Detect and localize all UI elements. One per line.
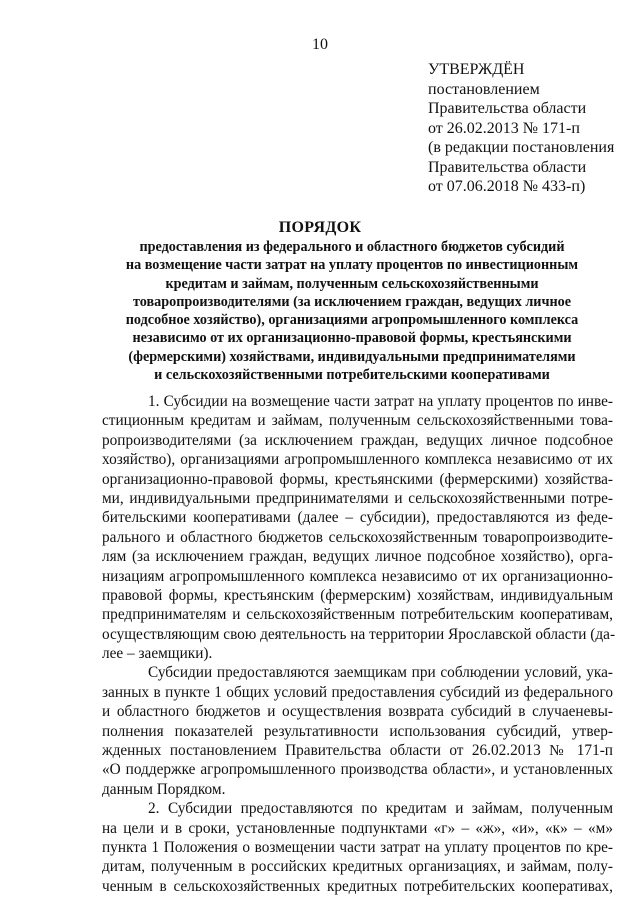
paragraph-1-line: бительскими кооперативами (далее – субсидии), предоставляются из феде- xyxy=(102,509,613,527)
paragraph-1-line: ми, индивидуальными предпринимателями и сельскохозяйственными потре- xyxy=(102,489,613,507)
paragraph-1-line: организационно-правовой формы, крестьянскими (фермерскими) хозяйства- xyxy=(102,470,613,488)
paragraph-2-line: Субсидии предоставляются заемщикам при соблюдении условий, ука- xyxy=(148,664,613,682)
paragraph-2-line: данным Порядком. xyxy=(102,780,226,798)
paragraph-2-line: жденных постановлением Правительства области от 26.02.2013 № 171-п xyxy=(102,742,613,760)
approval-line: постановлением xyxy=(428,80,540,98)
subtitle-line: кредитам и займам, полученным сельскохозяйственными xyxy=(165,275,539,292)
paragraph-1-line: предпринимателям и сельскохозяйственным потребительским кооперативам, xyxy=(102,606,613,624)
subtitle-line: товаропроизводителями (за исключением граждан, ведущих личное xyxy=(132,293,572,310)
approval-line: Правительства области xyxy=(428,100,587,117)
paragraph-1-line: правовой формы, крестьянским (фермерским) хозяйствам, индивидуальным xyxy=(102,586,613,604)
subtitle-line: на возмещение части затрат на уплату процентов по инвестиционным xyxy=(125,257,579,274)
paragraph-3-line: ченным в сельскохозяйственных кредитных потребительских кооперативах, xyxy=(102,877,613,895)
approval-stamp xyxy=(428,60,628,197)
paragraph-3-line: на цели и в сроки, установленные подпунктами «г» – «ж», «и», «к» – «м» xyxy=(102,819,613,837)
subtitle-line: (фермерскими) хозяйствами, индивидуальными предпринимателями xyxy=(128,348,576,365)
paragraph-3-line: 2. Субсидии предоставляются по кредитам и займам, полученным xyxy=(148,800,613,818)
subtitle-line: предоставления из федерального и областного бюджетов субсидий xyxy=(139,239,565,255)
paragraph-1-line: лее – заемщики). xyxy=(102,645,213,663)
paragraph-1-line: 1. Субсидии на возмещение части затрат на уплату процентов по инве- xyxy=(148,393,613,410)
paragraph-1-line: низациям агропромышленного комплекса независимо от их организационно- xyxy=(102,567,613,585)
approval-line: Правительства области xyxy=(428,158,587,176)
paragraph-3-line: дитам, полученным в российских кредитных организациях, и займам, полу- xyxy=(102,858,613,876)
paragraph-1-line: хозяйство), организациями агропромышленного комплекса независимо от их xyxy=(102,451,613,469)
paragraph-2-line: полнения показателей результативности использования субсидий, утвер- xyxy=(102,722,613,740)
subtitle-line: и сельскохозяйственными потребительскими кооперативами xyxy=(154,367,550,384)
approval-line: от 07.06.2018 № 433-п) xyxy=(428,178,586,195)
paragraph-1-line: рального и областного бюджетов сельскохозяйственным товаропроизводите- xyxy=(102,528,613,546)
approval-line: (в редакции постановления xyxy=(428,139,615,156)
approval-line: от 26.02.2013 № 171-п xyxy=(428,119,580,137)
paragraph-3-line: пункта 1 Положения о возмещении части затрат на уплату процентов по кре- xyxy=(102,838,613,856)
paragraph-2-line: занных в пункте 1 общих условий предоставления субсидий из федерального xyxy=(102,683,613,701)
paragraph-1-line: лям (за исключением граждан, ведущих личное подсобное хозяйство), орга- xyxy=(102,548,613,566)
paragraph-1-line: осуществляющим свою деятельность на территории Ярославской области (да- xyxy=(102,625,616,643)
paragraph-1-line: стиционным кредитам и займам, полученным сельскохозяйственными това- xyxy=(102,412,613,430)
paragraph-2-line: «О поддержке агропромышленного производства области», и установленных xyxy=(102,761,613,779)
paragraph-1-line: ропроизводителями (за исключением граждан, ведущих личное подсобное xyxy=(102,431,613,449)
subtitle-line: независимо от их организационно-правовой формы, крестьянскими xyxy=(132,330,572,347)
paragraph-2-line: и областного бюджетов и осуществления возврата субсидий в случаеневы- xyxy=(102,703,613,721)
document-subtitle xyxy=(102,238,602,384)
approval-line: УТВЕРЖДЁН xyxy=(428,61,525,78)
subtitle-line: подсобное хозяйство), организациями агропромышленного комплекса xyxy=(125,312,579,329)
document-body xyxy=(102,392,616,896)
document-title: ПОРЯДОК xyxy=(278,219,362,236)
page-number: 10 xyxy=(312,36,328,53)
